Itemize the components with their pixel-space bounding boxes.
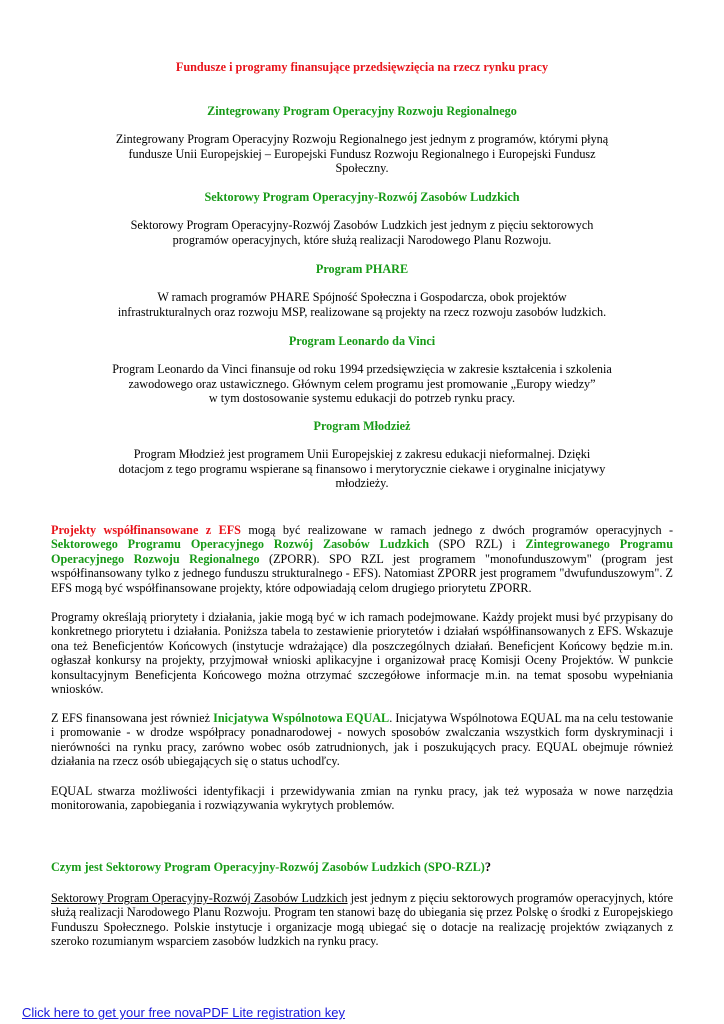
- faq-question-text: Czym jest Sektorowy Program Operacyjny-Rozwój Zasobów Ludzkich (SPO-RZL): [51, 860, 485, 874]
- equal-label: Inicjatywa Wspólnotowa EQUAL: [213, 711, 390, 725]
- section-text-line: W ramach programów PHARE Spójność Społeczna i Gospodarcza, obok projektów: [157, 290, 567, 305]
- equal-paragraph: [51, 711, 673, 769]
- section-phare: [100, 262, 624, 319]
- section-text-line: młodzieży.: [335, 476, 389, 491]
- equal-text: . Inicjatywa Wspólnotowa EQUAL ma na celu testowanie i promowanie - w drodze współpracy ponadnarodowej - nowych sposobów zwalczania wszystkich form dyskryminacji i nierówności na rynku pracy, zarówno wobec osób zatrudnionych, jak i poszukujących pracy. EQUAL obejmuje również działania na rzecz osób ubiegających się o status uchodľcy.: [51, 711, 674, 769]
- section-text-line: Sektorowy Program Operacyjny-Rozwój Zasobów Ludzkich jest jednym z pięciu sektorowych: [130, 218, 594, 233]
- section-heading: Sektorowy Program Operacyjny-Rozwój Zasobów Ludzkich: [204, 190, 520, 204]
- novapdf-registration-link[interactable]: Click here to get your free novaPDF Lite registration key: [22, 1005, 345, 1020]
- section-heading: Zintegrowany Program Operacyjny Rozwoju Regionalnego: [207, 104, 517, 118]
- spo-rzl-label: Sektorowego Programu Operacyjnego Rozwój Zasobów Ludzkich: [51, 537, 430, 552]
- section-heading: Program PHARE: [315, 262, 409, 276]
- faq-question-mark: ?: [484, 860, 491, 874]
- equal-text: Z EFS finansowana jest również: [51, 711, 214, 725]
- section-text-line: w tym dostosowanie systemu edukacji do potrzeb rynku pracy.: [208, 391, 516, 406]
- efs-text: (SPO RZL) i: [429, 537, 526, 552]
- faq-question: [51, 860, 491, 874]
- efs-text: mogą być realizowane w ramach jednego z dwóch programów operacyjnych -: [240, 523, 673, 537]
- equal-paragraph-2: EQUAL stwarza możliwości identyfikacji i przewidywania zmian na rynku pracy, jak też wyposaża w nowe narzędzia monitorowania, zapobiegania i rozwiązywania wykrytych problemów.: [51, 784, 673, 813]
- section-text-line: dotacjom z tego programu wspierane są finansowo i merytorycznie ciekawe i oryginalne inicjatywy: [118, 461, 606, 476]
- section-leonardo: [100, 334, 624, 406]
- faq-answer-text: jest jednym z pięciu sektorowych programów operacyjnych, które służą realizacji Narodowego Planu Rozwoju. Program ten stanowi bazę do ubiegania się przez Polskę o środki z Europejskiego Funduszu Społecznego. Polskie instytucje i organizacje mogą ubiegać się o dotacje na realizację projektów związanych z szeroko rozumianym wsparciem zasobów ludzkich na rynku pracy.: [51, 891, 673, 949]
- section-text-line: programów operacyjnych, które służą realizacji Narodowego Planu Rozwoju.: [172, 232, 552, 247]
- section-text-line: Zintegrowany Program Operacyjny Rozwoju Regionalnego jest jednym z programów, którymi płyną: [115, 132, 609, 147]
- section-heading: Program Leonardo da Vinci: [288, 334, 436, 348]
- section-text-line: Program Leonardo da Vinci finansuje od roku 1994 przedsięwzięcia w zakresie kształcenia i szkolenia: [112, 362, 612, 377]
- efs-projects-label: Projekty współfinansowane z EFS: [51, 523, 241, 537]
- faq-answer: [51, 891, 673, 949]
- priorities-paragraph: Programy określają priorytety i działania, jakie mogą być w ich ramach podejmowane. Każdy projekt musi być przypisany do konkretnego priorytetu i działania. Poniższa tabela to zestawienie priorytetów i działań współfinansowanych z EFS. Wskazuje ona też Beneficjentów Końcowych (instytucje wdrażające) dla poszczególnych działań. Beneficjent Końcowy będzie m.in. ogłaszał konkursy na projekty, przyjmował wnioski aplikacyjne i organizował pracę Komisji Oceny Projektów. W punkcie konsultacyjnym Beneficjenta Końcowego można otrzymać szczegółowe informacje m.in. na temat sposobu wypełniania wniosków.: [51, 610, 673, 697]
- section-heading: Program Młodzież: [313, 419, 411, 433]
- section-text-line: Program Młodzież jest programem Unii Europejskiej z zakresu edukacji nieformalnej. Dzięki: [133, 447, 591, 462]
- zporr-label: Zintegrowanego Programu Operacyjnego Rozwoju Regionalnego: [51, 537, 673, 566]
- efs-paragraph: [51, 523, 673, 595]
- section-mlodziez: [100, 419, 624, 491]
- section-text-line: fundusze Unii Europejskiej – Europejski Fundusz Rozwoju Regionalnego i Europejski Fundusz: [128, 146, 596, 161]
- faq-answer-program-name: Sektorowy Program Operacyjny-Rozwój Zasobów Ludzkich: [51, 891, 348, 905]
- section-spo-rzl: [100, 190, 624, 247]
- page-title: Fundusze i programy finansujące przedsięwzięcia na rzecz rynku pracy: [175, 60, 549, 74]
- section-text-line: zawodowego oraz ustawicznego. Głównym celem programu jest promowanie „Europy wiedzy”: [128, 376, 596, 391]
- efs-text: (ZPORR). SPO RZL jest programem "monofunduszowym" (program jest współfinansowany tylko z jednego funduszu strukturalnego - EFS). Natomiast ZPORR jest programem "dwufunduszowym". Z EFS mogą być współfinansowane projekty, które odpowiadają celom drugiego priorytetu ZPORR.: [51, 551, 673, 595]
- section-text-line: Społeczny.: [335, 161, 389, 176]
- section-text-line: infrastrukturalnych oraz rozwoju MSP, realizowane są projekty na rzecz rozwoju zasobów ludzkich.: [117, 304, 607, 319]
- section-zporr: [100, 104, 624, 176]
